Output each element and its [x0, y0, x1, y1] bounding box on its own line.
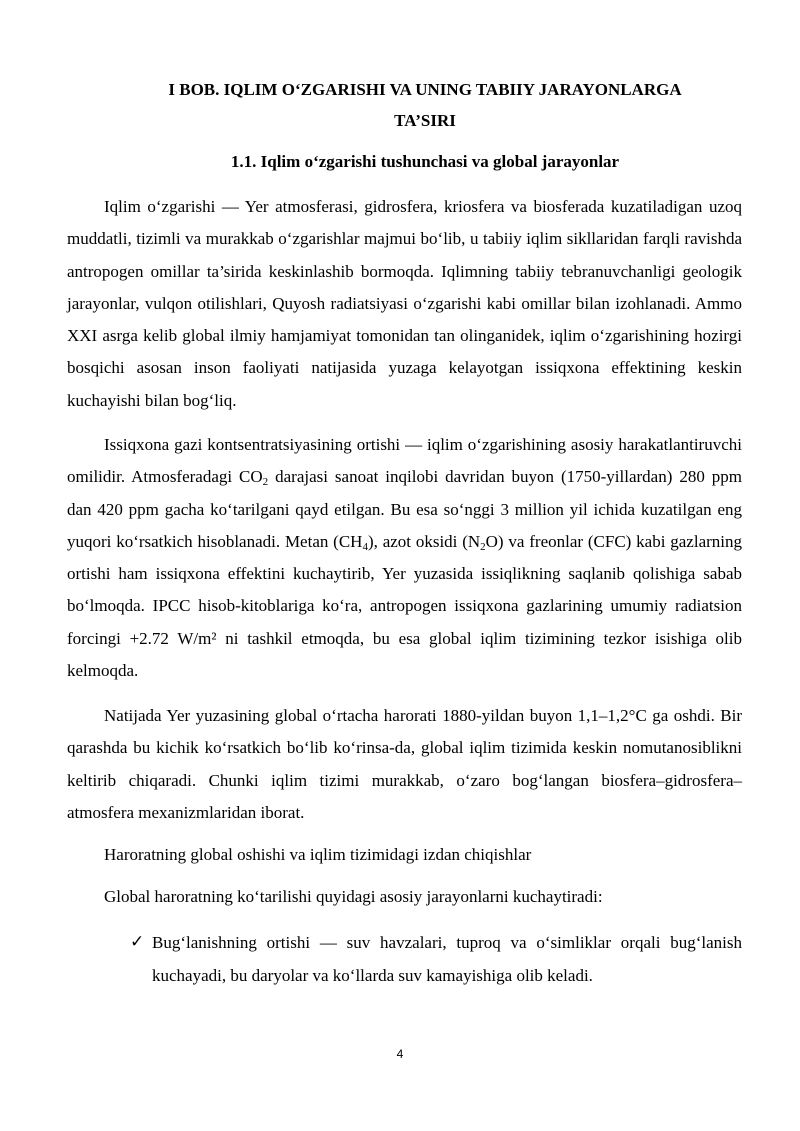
- subheading-temperature-rise: Haroratning global oshishi va iqlim tizimidagi izdan chiqishlar: [104, 845, 532, 864]
- paragraph-text-segment: Issiqxona gazi kontsentratsiyasining ortishi — iqlim o‘zgarishining asosiy harakatlantiruvchi omilidir. Atmosferadagi CO: [67, 435, 742, 487]
- paragraph-climate-change-definition: Iqlim o‘zgarishi — Yer atmosferasi, gidrosfera, kriosfera va biosferada kuzatiladigan uzoq muddatli, tizimli va murakkab o‘zgarishlar majmui bo‘lib, u tabiiy iqlim sikllaridan farqli ravishda antropogen omillar ta’sirida keskinlashib bormoqda. Iqlimning tabiiy tebranuvchanligi geologik jarayonlar, vulqon otilishlari, Quyosh radiatsiyasi o‘zgarishi kabi omillar bilan izohlanadi. Ammo XXI asrga kelib global ilmiy hamjamiyat tomonidan tan olinganidek, iqlim o‘zgarishining hozirgi bosqichi asosan inson faoliyati natijasida yuzaga kelayotgan issiqxona effektining keskin kuchayishi bilan bog‘liq.: [67, 197, 742, 410]
- section-title: 1.1. Iqlim o‘zgarishi tushunchasi va global jarayonlar: [230, 152, 620, 171]
- subscript: 2: [262, 476, 269, 489]
- paragraph-text-segment: ), azot oksidi (N: [367, 531, 481, 551]
- paragraph-text-segment: darajasi sanoat inqilobi davridan buyon (1750-yillardan) 280 ppm dan 420 ppm gacha ko‘tarilgani qayd etilgan. Bu esa so‘nggi 3 million yil ichida kuzatilgan eng yuqori ko‘rsatkich hisoblanadi. Metan (CH: [67, 467, 742, 551]
- chapter-title-line-1: I BOB. IQLIM O‘ZGARISHI VA UNING TABIIY JARAYONLARGA: [168, 80, 682, 99]
- bullet-item-evaporation: Bug‘lanishning ortishi — suv havzalari, tuproq va o‘simliklar orqali bug‘lanish kuchayadi, bu daryolar va ko‘llarda suv kamayishiga olib keladi.: [152, 933, 742, 985]
- chapter-title-line-2: TA’SIRI: [394, 111, 456, 130]
- paragraph-global-temperature: Natijada Yer yuzasining global o‘rtacha harorati 1880-yildan buyon 1,1–1,2°C ga oshdi. Bir qarashda bu kichik ko‘rsatkich bo‘lib ko‘rinsa-da, global iqlim tizimida keskin nomutanosiblikni keltirib chiqaradi. Chunki iqlim tizimi murakkab, o‘zaro bog‘langan biosfera–gidrosfera–atmosfera mexanizmlaridan iborat.: [67, 706, 742, 822]
- subscript: 4: [362, 540, 368, 553]
- chapter-title: [110, 74, 740, 136]
- subscript: 2: [480, 540, 486, 553]
- check-mark-icon: ✓: [130, 932, 145, 952]
- paragraph-greenhouse-gases: [67, 429, 742, 687]
- bullet-intro-line: Global haroratning ko‘tarilishi quyidagi asosiy jarayonlarni kuchaytiradi:: [104, 887, 603, 906]
- paragraph-text-segment: O) va freonlar (CFC) kabi gazlarning ortishi ham issiqxona effektini kuchaytirib, Yer yuzasida issiqlikning saqlanib qolishiga sabab bo‘lmoqda. IPCC hisob-kitoblariga ko‘ra, antropogen issiqxona gazlarining umumiy radiatsion forcingi +2.72 W/m² ni tashkil etmoqda, bu esa global iqlim tizimining tezkor isishiga olib kelmoqda.: [67, 531, 742, 681]
- page-number: 4: [396, 1047, 404, 1061]
